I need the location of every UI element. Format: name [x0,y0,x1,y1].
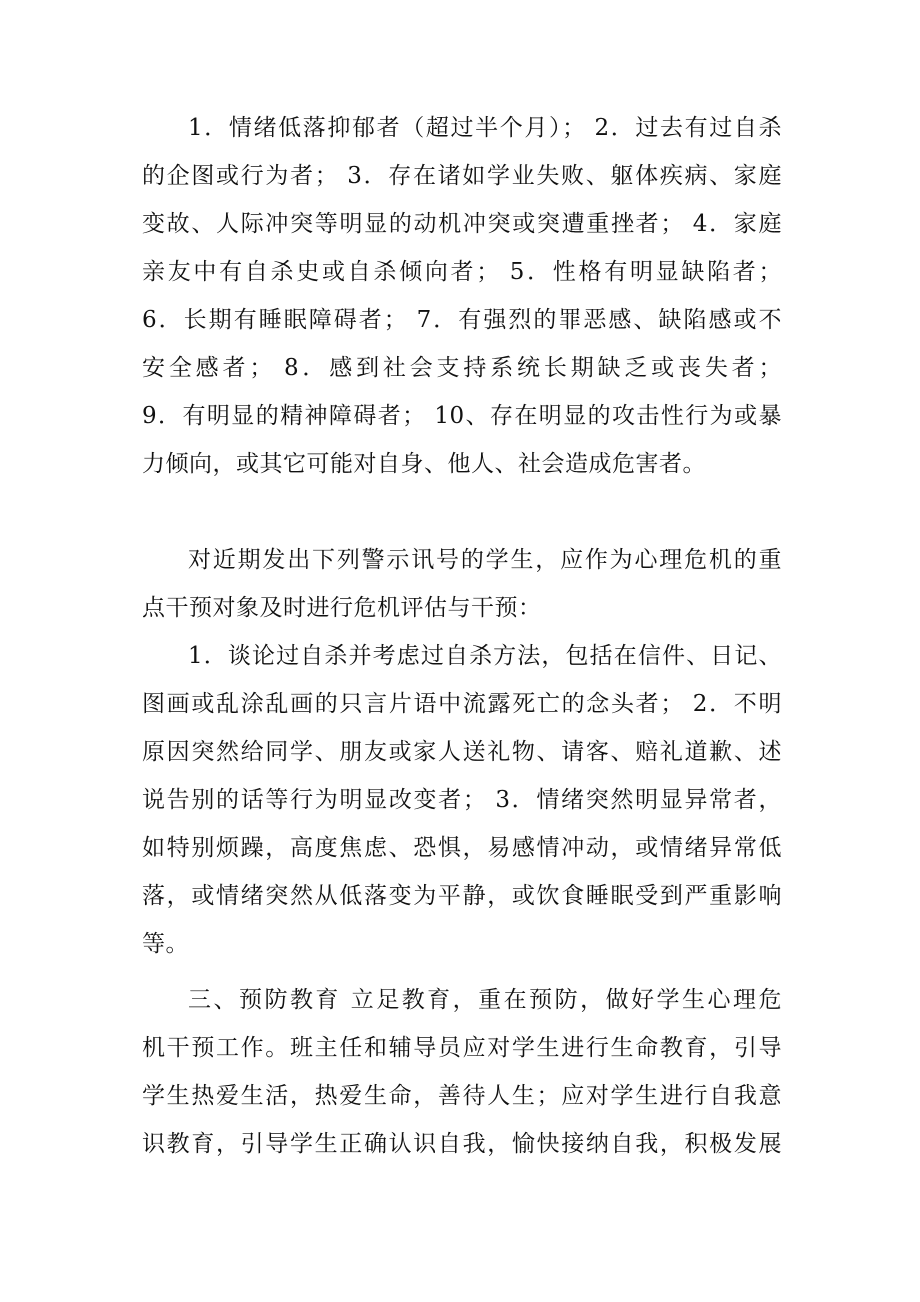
text-line: 对近期发出下列警示讯号的学生，应作为心理危机的重 [188,547,782,573]
text-line: 点干预对象及时进行危机评估与干预： [142,595,542,621]
text-line: 变故、人际冲突等明显的动机冲突或突遭重挫者； 4．家庭 [142,211,782,237]
text-line: 三、预防教育 立足教育，重在预防，做好学生心理危 [188,987,782,1013]
text-line: 落，或情绪突然从低落变为平静，或饮食睡眠受到严重影响 [142,883,782,909]
text-line: 识教育，引导学生正确认识自我，愉快接纳自我，积极发展 [142,1131,782,1157]
text-line: 9．有明显的精神障碍者； 10、存在明显的攻击性行为或暴 [142,403,782,429]
text-line: 的企图或行为者； 3．存在诸如学业失败、躯体疾病、家庭 [142,163,782,189]
text-line: 学生热爱生活，热爱生命，善待人生；应对学生进行自我意 [142,1083,782,1109]
text-line: 1．谈论过自杀并考虑过自杀方法，包括在信件、日记、 [188,643,782,669]
text-line: 说告别的话等行为明显改变者； 3．情绪突然明显异常者， [142,787,782,813]
text-line: 机干预工作。班主任和辅导员应对学生进行生命教育，引导 [142,1035,782,1061]
text-line: 力倾向，或其它可能对自身、他人、社会造成危害者。 [142,451,706,477]
text-line: 如特别烦躁，高度焦虑、恐惧，易感情冲动，或情绪异常低 [142,835,782,861]
text-line: 原因突然给同学、朋友或家人送礼物、请客、赔礼道歉、述 [142,739,782,765]
text-line: 6．长期有睡眠障碍者； 7．有强烈的罪恶感、缺陷感或不 [142,307,782,333]
text-line: 安全感者； 8．感到社会支持系统长期缺乏或丧失者； [142,355,782,381]
text-line: 图画或乱涂乱画的只言片语中流露死亡的念头者； 2．不明 [142,691,782,717]
text-line: 1．情绪低落抑郁者（超过半个月）； 2．过去有过自杀 [188,115,782,141]
text-line: 等。 [142,931,189,957]
text-line: 亲友中有自杀史或自杀倾向者； 5．性格有明显缺陷者； [142,259,782,285]
